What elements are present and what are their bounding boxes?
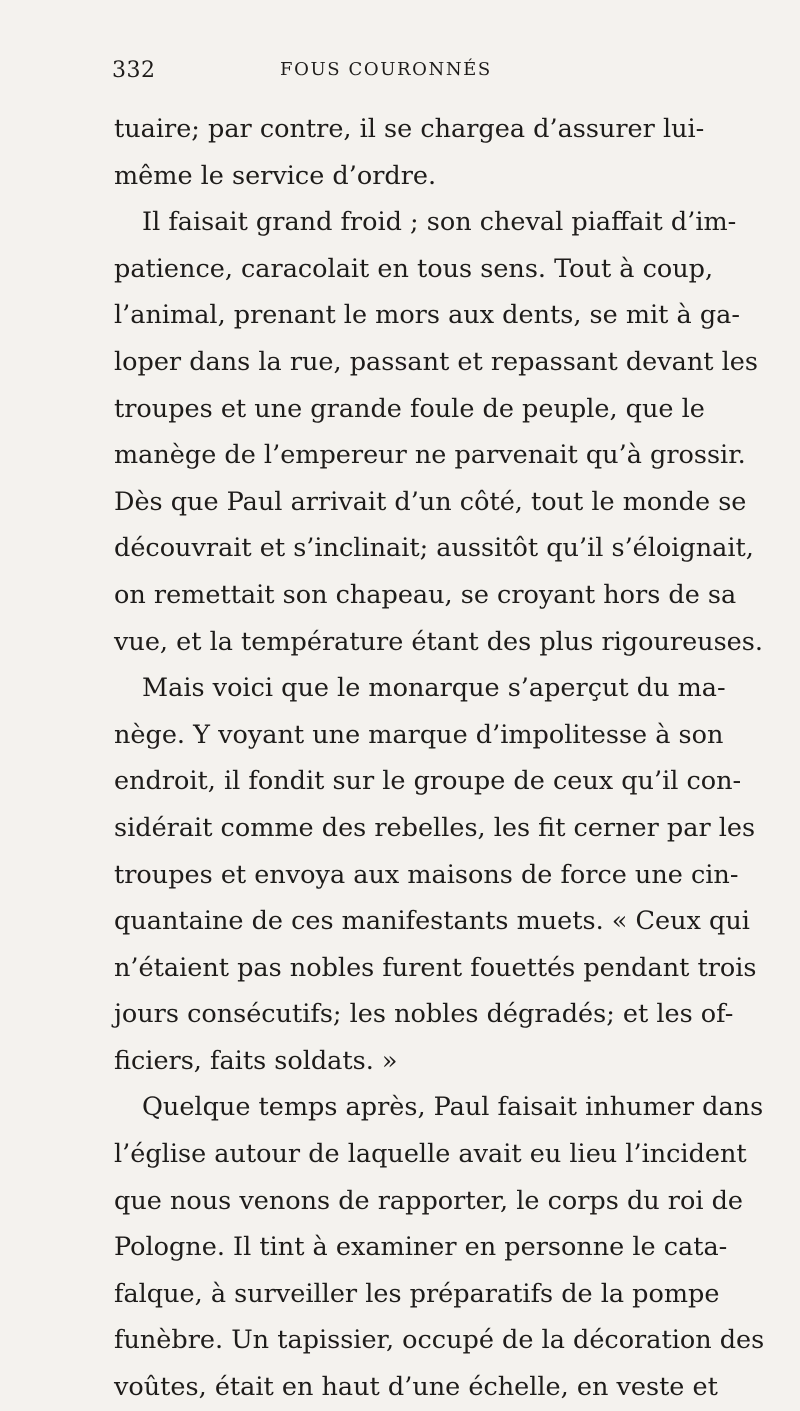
text-line: loper dans la rue, passant et repassant devant les (114, 346, 758, 377)
text-line: jours consécutifs; les nobles dégradés; et les of- (114, 999, 734, 1030)
text-line: troupes et une grande foule de peuple, que le (114, 393, 705, 424)
text-line: l’église autour de laquelle avait eu lieu l’incident (114, 1139, 747, 1170)
text-line: découvrait et s’inclinait; aussitôt qu’il s’éloignait, (114, 533, 754, 564)
text-line: tuaire; par contre, il se chargea d’assurer lui- (114, 114, 705, 144)
text-line: voûtes, était en haut d’une échelle, en veste et (114, 1372, 718, 1403)
text-line: Quelque temps après, Paul faisait inhumer dans (142, 1092, 764, 1123)
running-title: FOUS COURONNÉS (280, 59, 492, 80)
text-line: patience, caracolait en tous sens. Tout à coup, (114, 253, 714, 284)
text-line: n’étaient pas nobles furent fouettés pendant trois (114, 952, 757, 983)
text-line: falque, à surveiller les préparatifs de la pompe (114, 1278, 720, 1309)
text-line: Mais voici que le monarque s’aperçut du ma- (142, 673, 726, 704)
text-line: quantaine de ces manifestants muets. « Ceux qui (114, 906, 750, 937)
body-text (114, 106, 765, 1411)
text-line: on remettait son chapeau, se croyant hors de sa (114, 579, 737, 610)
text-line: troupes et envoya aux maisons de force une cin- (114, 859, 739, 890)
text-line: Il faisait grand froid ; son cheval piaffait d’im- (142, 207, 737, 238)
text-line: Pologne. Il tint à examiner en personne le cata- (114, 1232, 728, 1263)
text-line: sidérait comme des rebelles, les fit cerner par les (114, 812, 756, 843)
text-line: nège. Y voyant une marque d’impolitesse à son (114, 719, 724, 750)
text-line: endroit, il fondit sur le groupe de ceux qu’il con- (114, 766, 742, 797)
text-line: ficiers, faits soldats. » (114, 1045, 398, 1076)
text-line: vue, et la température étant des plus rigoureuses. (114, 626, 763, 657)
text-line: manège de l’empereur ne parvenait qu’à grossir. (114, 440, 746, 471)
text-line: l’animal, prenant le mors aux dents, se mit à ga- (114, 300, 740, 331)
text-line: Dès que Paul arrivait d’un côté, tout le monde se (114, 486, 747, 517)
text-line: funèbre. Un tapissier, occupé de la décoration des (114, 1325, 765, 1356)
page-number: 332 (112, 58, 156, 83)
text-line: que nous venons de rapporter, le corps du roi de (114, 1185, 744, 1216)
text-line: même le service d’ordre. (114, 160, 437, 191)
